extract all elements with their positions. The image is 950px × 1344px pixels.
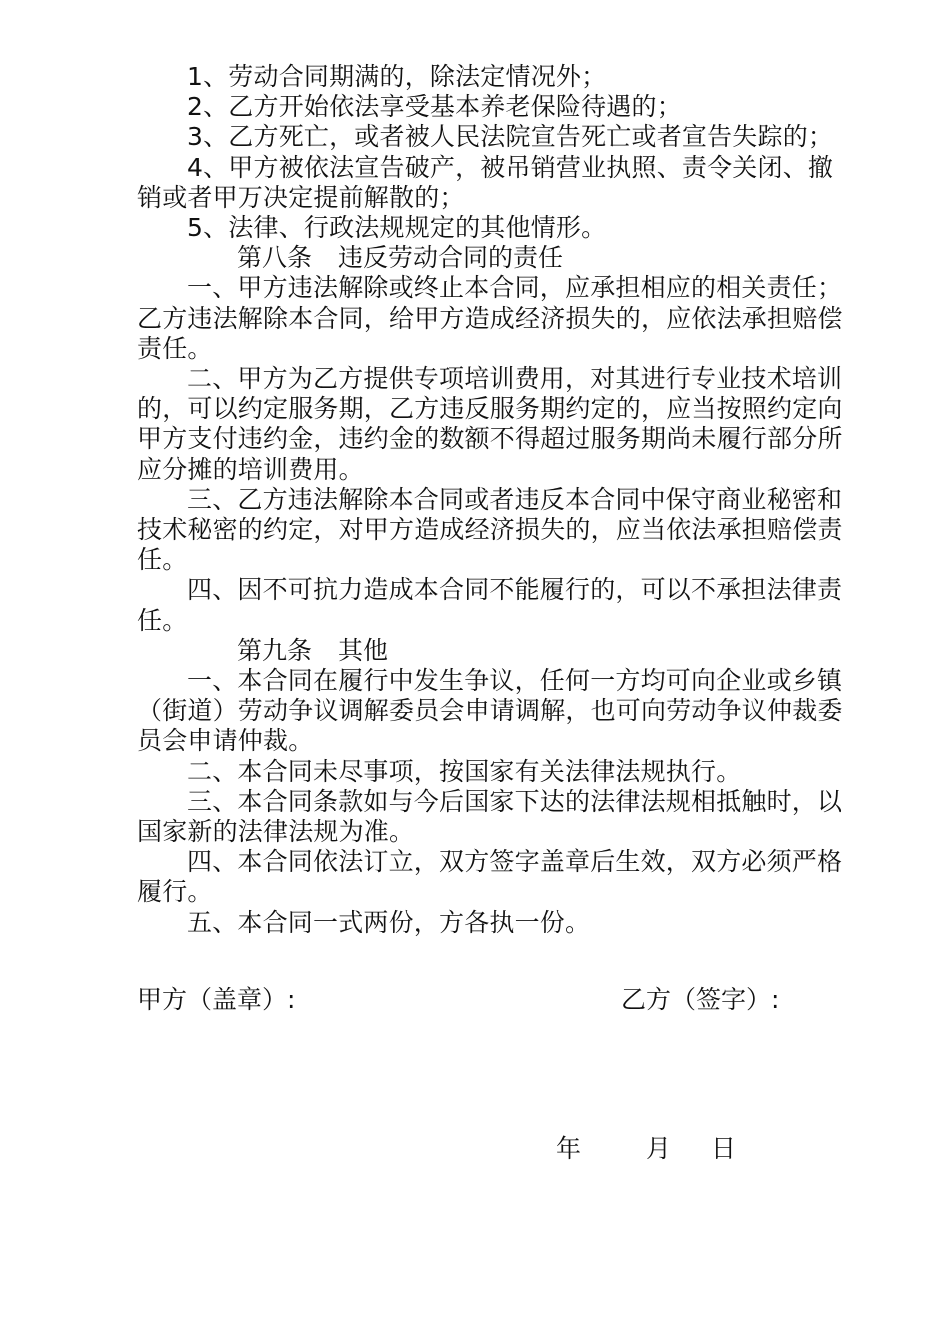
- signature-row: [137, 985, 837, 1017]
- clause-2: 2、乙方开始依法享受基本养老保险待遇的；: [187, 92, 682, 122]
- article-8-heading: [137, 243, 847, 273]
- clause-4: 4、甲方被依法宣告破产，被吊销营业执照、责令关闭、撤销或者甲万决定提前解散的；: [137, 152, 834, 212]
- clause-5: 5、法律、行政法规规定的其他情形。: [187, 213, 607, 243]
- article-8-number: 第八条: [237, 243, 313, 273]
- article-8-item-3: 三、乙方违法解除本合同或者违反本合同中保守商业秘密和技术秘密的约定，对甲方造成经济损失的，应当依法承担赔偿责任。: [137, 484, 843, 575]
- article-9-item-2: 二、本合同未尽事项，按国家有关法律法规执行。: [187, 756, 742, 786]
- clause-3: 3、乙方死亡，或者被人民法院宣告死亡或者宣告失踪的；: [187, 122, 834, 152]
- article-9-item-5: 五、本合同一式两份，方各执一份。: [187, 907, 591, 937]
- article-9-title: 其他: [338, 635, 389, 665]
- article-8-item-1: 一、甲方违法解除或终止本合同，应承担相应的相关责任；乙方违法解除本合同，给甲方造成经济损失的，应依法承担赔偿责任。: [137, 273, 843, 363]
- contract-body: [137, 62, 847, 938]
- clause-1: 1、劳动合同期满的，除法定情况外；: [187, 62, 607, 91]
- article-9-item-4: 四、本合同依法订立，双方签字盖章后生效，双方必须严格履行。: [137, 847, 843, 907]
- article-8-title: 违反劳动合同的责任: [338, 243, 564, 273]
- date-day-label: 日: [711, 1134, 737, 1163]
- party-a-signature-label: 甲方（盖章）:: [137, 985, 296, 1014]
- article-9-heading: [137, 636, 847, 666]
- article-9-item-3: 三、本合同条款如与今后国家下达的法律法规相抵触时，以国家新的法律法规为准。: [137, 786, 843, 847]
- party-b-signature-label: 乙方（签字）:: [621, 985, 780, 1014]
- article-8-item-2: 二、甲方为乙方提供专项培训费用，对其进行专业技术培训的，可以约定服务期，乙方违反服务期约定的，应当按照约定向甲方支付违约金，违约金的数额不得超过服务期尚未履行部分所应分摊的培训费用。: [137, 364, 843, 484]
- article-9-item-1: 一、本合同在履行中发生争议，任何一方均可向企业或乡镇（街道）劳动争议调解委员会申请调解，也可向劳动争议仲裁委员会申请仲裁。: [137, 666, 843, 756]
- date-year-label: 年: [556, 1134, 582, 1163]
- article-9-number: 第九条: [237, 635, 313, 665]
- article-8-item-4: 四、因不可抗力造成本合同不能履行的，可以不承担法律责任。: [137, 575, 843, 635]
- date-month-label: 月: [646, 1134, 672, 1163]
